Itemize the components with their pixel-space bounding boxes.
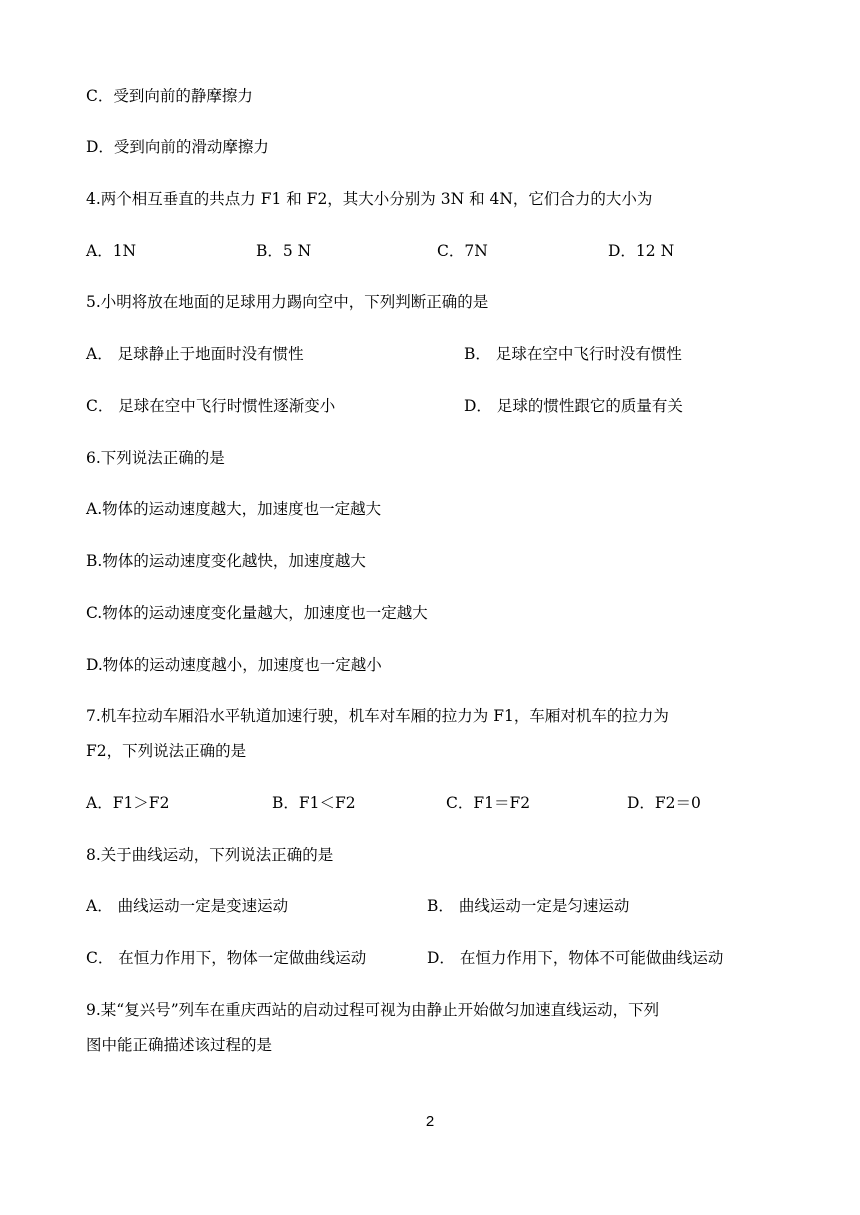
- q5-option-b: B． 足球在空中飞行时没有惯性: [464, 345, 682, 363]
- q5-option-a: A． 足球静止于地面时没有惯性: [86, 345, 304, 363]
- q4-stem: 4.两个相互垂直的共点力 F1 和 F2，其大小分别为 3N 和 4N，它们合力的大小为: [86, 190, 653, 208]
- q6-stem: 6.下列说法正确的是: [86, 449, 225, 467]
- q7-option-d: D．F2＝0: [627, 794, 701, 812]
- q6-option-d: D.物体的运动速度越小，加速度也一定越小: [86, 656, 382, 674]
- q6-option-c: C.物体的运动速度变化量越大，加速度也一定越大: [86, 604, 428, 622]
- q6-option-a: A.物体的运动速度越大，加速度也一定越大: [86, 500, 382, 518]
- q8-option-a: A． 曲线运动一定是变速运动: [86, 897, 289, 915]
- q3-option-d: D．受到向前的滑动摩擦力: [86, 138, 269, 156]
- q7-stem-line1: 7.机车拉动车厢沿水平轨道加速行驶，机车对车厢的拉力为 F1，车厢对机车的拉力为: [86, 707, 669, 725]
- q4-option-d: D．12 N: [608, 242, 675, 260]
- q3-option-c: C．受到向前的静摩擦力: [86, 87, 253, 105]
- q6-option-b: B.物体的运动速度变化越快，加速度越大: [86, 552, 366, 570]
- q4-option-c: C．7N: [437, 242, 488, 260]
- q7-option-c: C．F1＝F2: [446, 794, 531, 812]
- q7-stem-line2: F2，下列说法正确的是: [86, 742, 247, 760]
- q9-stem-line2: 图中能正确描述该过程的是: [86, 1036, 273, 1054]
- q5-option-d: D． 足球的惯性跟它的质量有关: [464, 397, 683, 415]
- q5-option-c: C． 足球在空中飞行时惯性逐渐变小: [86, 397, 336, 415]
- page-number: 2: [425, 1113, 435, 1130]
- q5-stem: 5.小明将放在地面的足球用力踢向空中，下列判断正确的是: [86, 293, 489, 311]
- q8-option-b: B． 曲线运动一定是匀速运动: [427, 897, 630, 915]
- q8-stem: 8.关于曲线运动，下列说法正确的是: [86, 846, 334, 864]
- q7-option-a: A．F1＞F2: [86, 794, 170, 812]
- q7-option-b: B．F1＜F2: [272, 794, 356, 812]
- q4-option-b: B．5 N: [256, 242, 312, 260]
- q8-option-c: C． 在恒力作用下，物体一定做曲线运动: [86, 949, 367, 967]
- q9-stem-line1: 9.某“复兴号”列车在重庆西站的启动过程可视为由静止开始做匀加速直线运动，下列: [86, 1001, 660, 1019]
- q4-option-a: A．1N: [86, 242, 137, 260]
- q8-option-d: D． 在恒力作用下，物体不可能做曲线运动: [427, 949, 724, 967]
